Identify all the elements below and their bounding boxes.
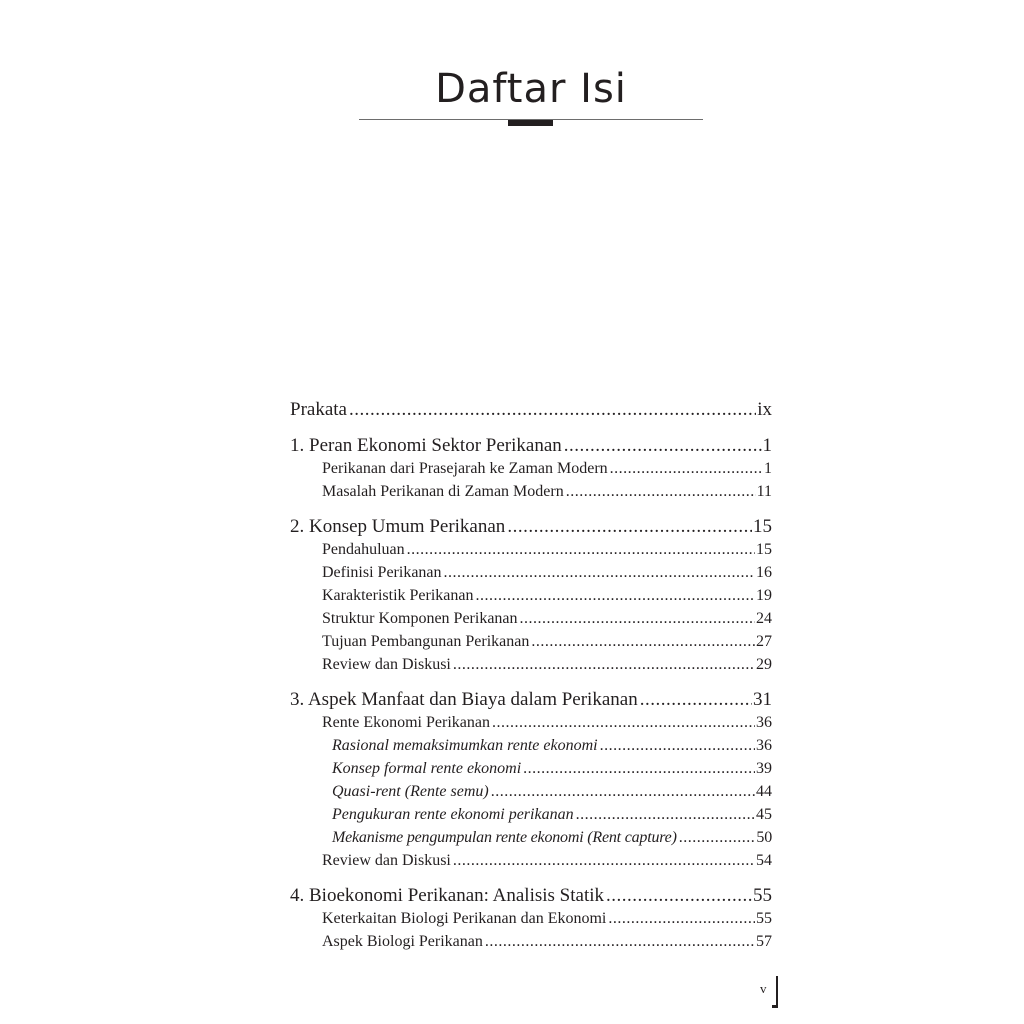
toc-section [290, 538, 772, 561]
toc-leader [520, 607, 755, 630]
toc-page: 19 [756, 587, 772, 604]
toc-section [290, 480, 772, 503]
toc-leader [566, 480, 756, 503]
toc-section [290, 607, 772, 630]
toc-subsection [290, 826, 772, 849]
toc-label: Review dan Diskusi [322, 656, 451, 673]
toc-leader [507, 515, 752, 538]
toc-label: 3. Aspek Manfaat dan Biaya dalam Perikanan [290, 689, 638, 710]
toc-page: 15 [756, 541, 772, 558]
toc-subsection [290, 803, 772, 826]
toc-chapter-2 [290, 515, 772, 538]
toc-label: 2. Konsep Umum Perikanan [290, 516, 506, 537]
toc-section [290, 849, 772, 872]
toc-label: Quasi-rent (Rente semu) [332, 783, 489, 800]
folio-mark-foot [772, 1005, 777, 1008]
toc-subsection [290, 734, 772, 757]
toc-leader [600, 734, 755, 757]
toc-page: 45 [756, 806, 772, 823]
toc-chapter-4 [290, 884, 772, 907]
toc-page: 54 [756, 852, 772, 869]
toc-page: 57 [756, 933, 772, 950]
toc-label: Mekanisme pengumpulan rente ekonomi (Rent capture) [332, 829, 677, 846]
toc-section [290, 907, 772, 930]
toc-page: 55 [753, 885, 772, 906]
toc-label: Prakata [290, 399, 347, 420]
toc-label: Keterkaitan Biologi Perikanan dan Ekonomi [322, 910, 607, 927]
folio-mark [776, 976, 778, 1008]
toc-leader [485, 930, 755, 953]
toc-page: 55 [756, 910, 772, 927]
toc-leader [407, 538, 755, 561]
toc-label: Rasional memaksimumkan rente ekonomi [332, 737, 598, 754]
toc-label: Masalah Perikanan di Zaman Modern [322, 483, 564, 500]
toc-label: Struktur Komponen Perikanan [322, 610, 518, 627]
toc-page: 36 [756, 737, 772, 754]
toc-leader [492, 711, 755, 734]
toc-page: ix [757, 399, 772, 420]
toc-leader [523, 757, 755, 780]
toc-label: Pengukuran rente ekonomi perikanan [332, 806, 574, 823]
toc-leader [491, 780, 755, 803]
toc-label: Rente Ekonomi Perikanan [322, 714, 490, 731]
toc-leader [453, 849, 755, 872]
page-title: Daftar Isi [435, 66, 627, 112]
toc-leader [608, 907, 755, 930]
toc-section [290, 711, 772, 734]
toc-subsection [290, 780, 772, 803]
toc-leader [640, 688, 752, 711]
toc-leader [531, 630, 755, 653]
page-number: v [760, 981, 767, 996]
toc-page: 50 [756, 829, 772, 846]
toc-leader [610, 457, 763, 480]
toc-page: 11 [756, 483, 772, 500]
toc-label: Perikanan dari Prasejarah ke Zaman Modern [322, 460, 608, 477]
toc-leader [349, 398, 756, 421]
toc-page: 16 [756, 564, 772, 581]
toc-leader [564, 434, 762, 457]
toc-leader [476, 584, 756, 607]
toc-chapter-1 [290, 434, 772, 457]
toc-label: Karakteristik Perikanan [322, 587, 474, 604]
toc-section [290, 584, 772, 607]
toc-subsection [290, 757, 772, 780]
toc-label: Tujuan Pembangunan Perikanan [322, 633, 530, 650]
toc-label: 1. Peran Ekonomi Sektor Perikanan [290, 435, 562, 456]
toc-leader [453, 653, 755, 676]
toc-entry-prakata [290, 398, 772, 421]
toc-label: Pendahuluan [322, 541, 405, 558]
toc-label: Aspek Biologi Perikanan [322, 933, 483, 950]
toc-page: 29 [756, 656, 772, 673]
title-rule-accent [508, 120, 553, 126]
toc-page: 39 [756, 760, 772, 777]
toc-label: Review dan Diskusi [322, 852, 451, 869]
toc-leader [606, 884, 752, 907]
toc-section [290, 561, 772, 584]
toc-page: 36 [756, 714, 772, 731]
toc-section [290, 653, 772, 676]
toc-section [290, 930, 772, 953]
toc-section [290, 630, 772, 653]
table-of-contents [290, 398, 772, 953]
toc-page: 31 [753, 689, 772, 710]
toc-label: Definisi Perikanan [322, 564, 442, 581]
toc-label: Konsep formal rente ekonomi [332, 760, 522, 777]
toc-page: 1 [762, 435, 772, 456]
toc-leader [679, 826, 756, 849]
toc-leader [576, 803, 755, 826]
toc-page: 15 [753, 516, 772, 537]
toc-page: 24 [756, 610, 772, 627]
toc-page: 44 [756, 783, 772, 800]
toc-label: 4. Bioekonomi Perikanan: Analisis Statik [290, 885, 605, 906]
toc-chapter-3 [290, 688, 772, 711]
toc-leader [444, 561, 755, 584]
toc-page: 27 [756, 633, 772, 650]
toc-page: 1 [764, 460, 772, 477]
toc-section [290, 457, 772, 480]
